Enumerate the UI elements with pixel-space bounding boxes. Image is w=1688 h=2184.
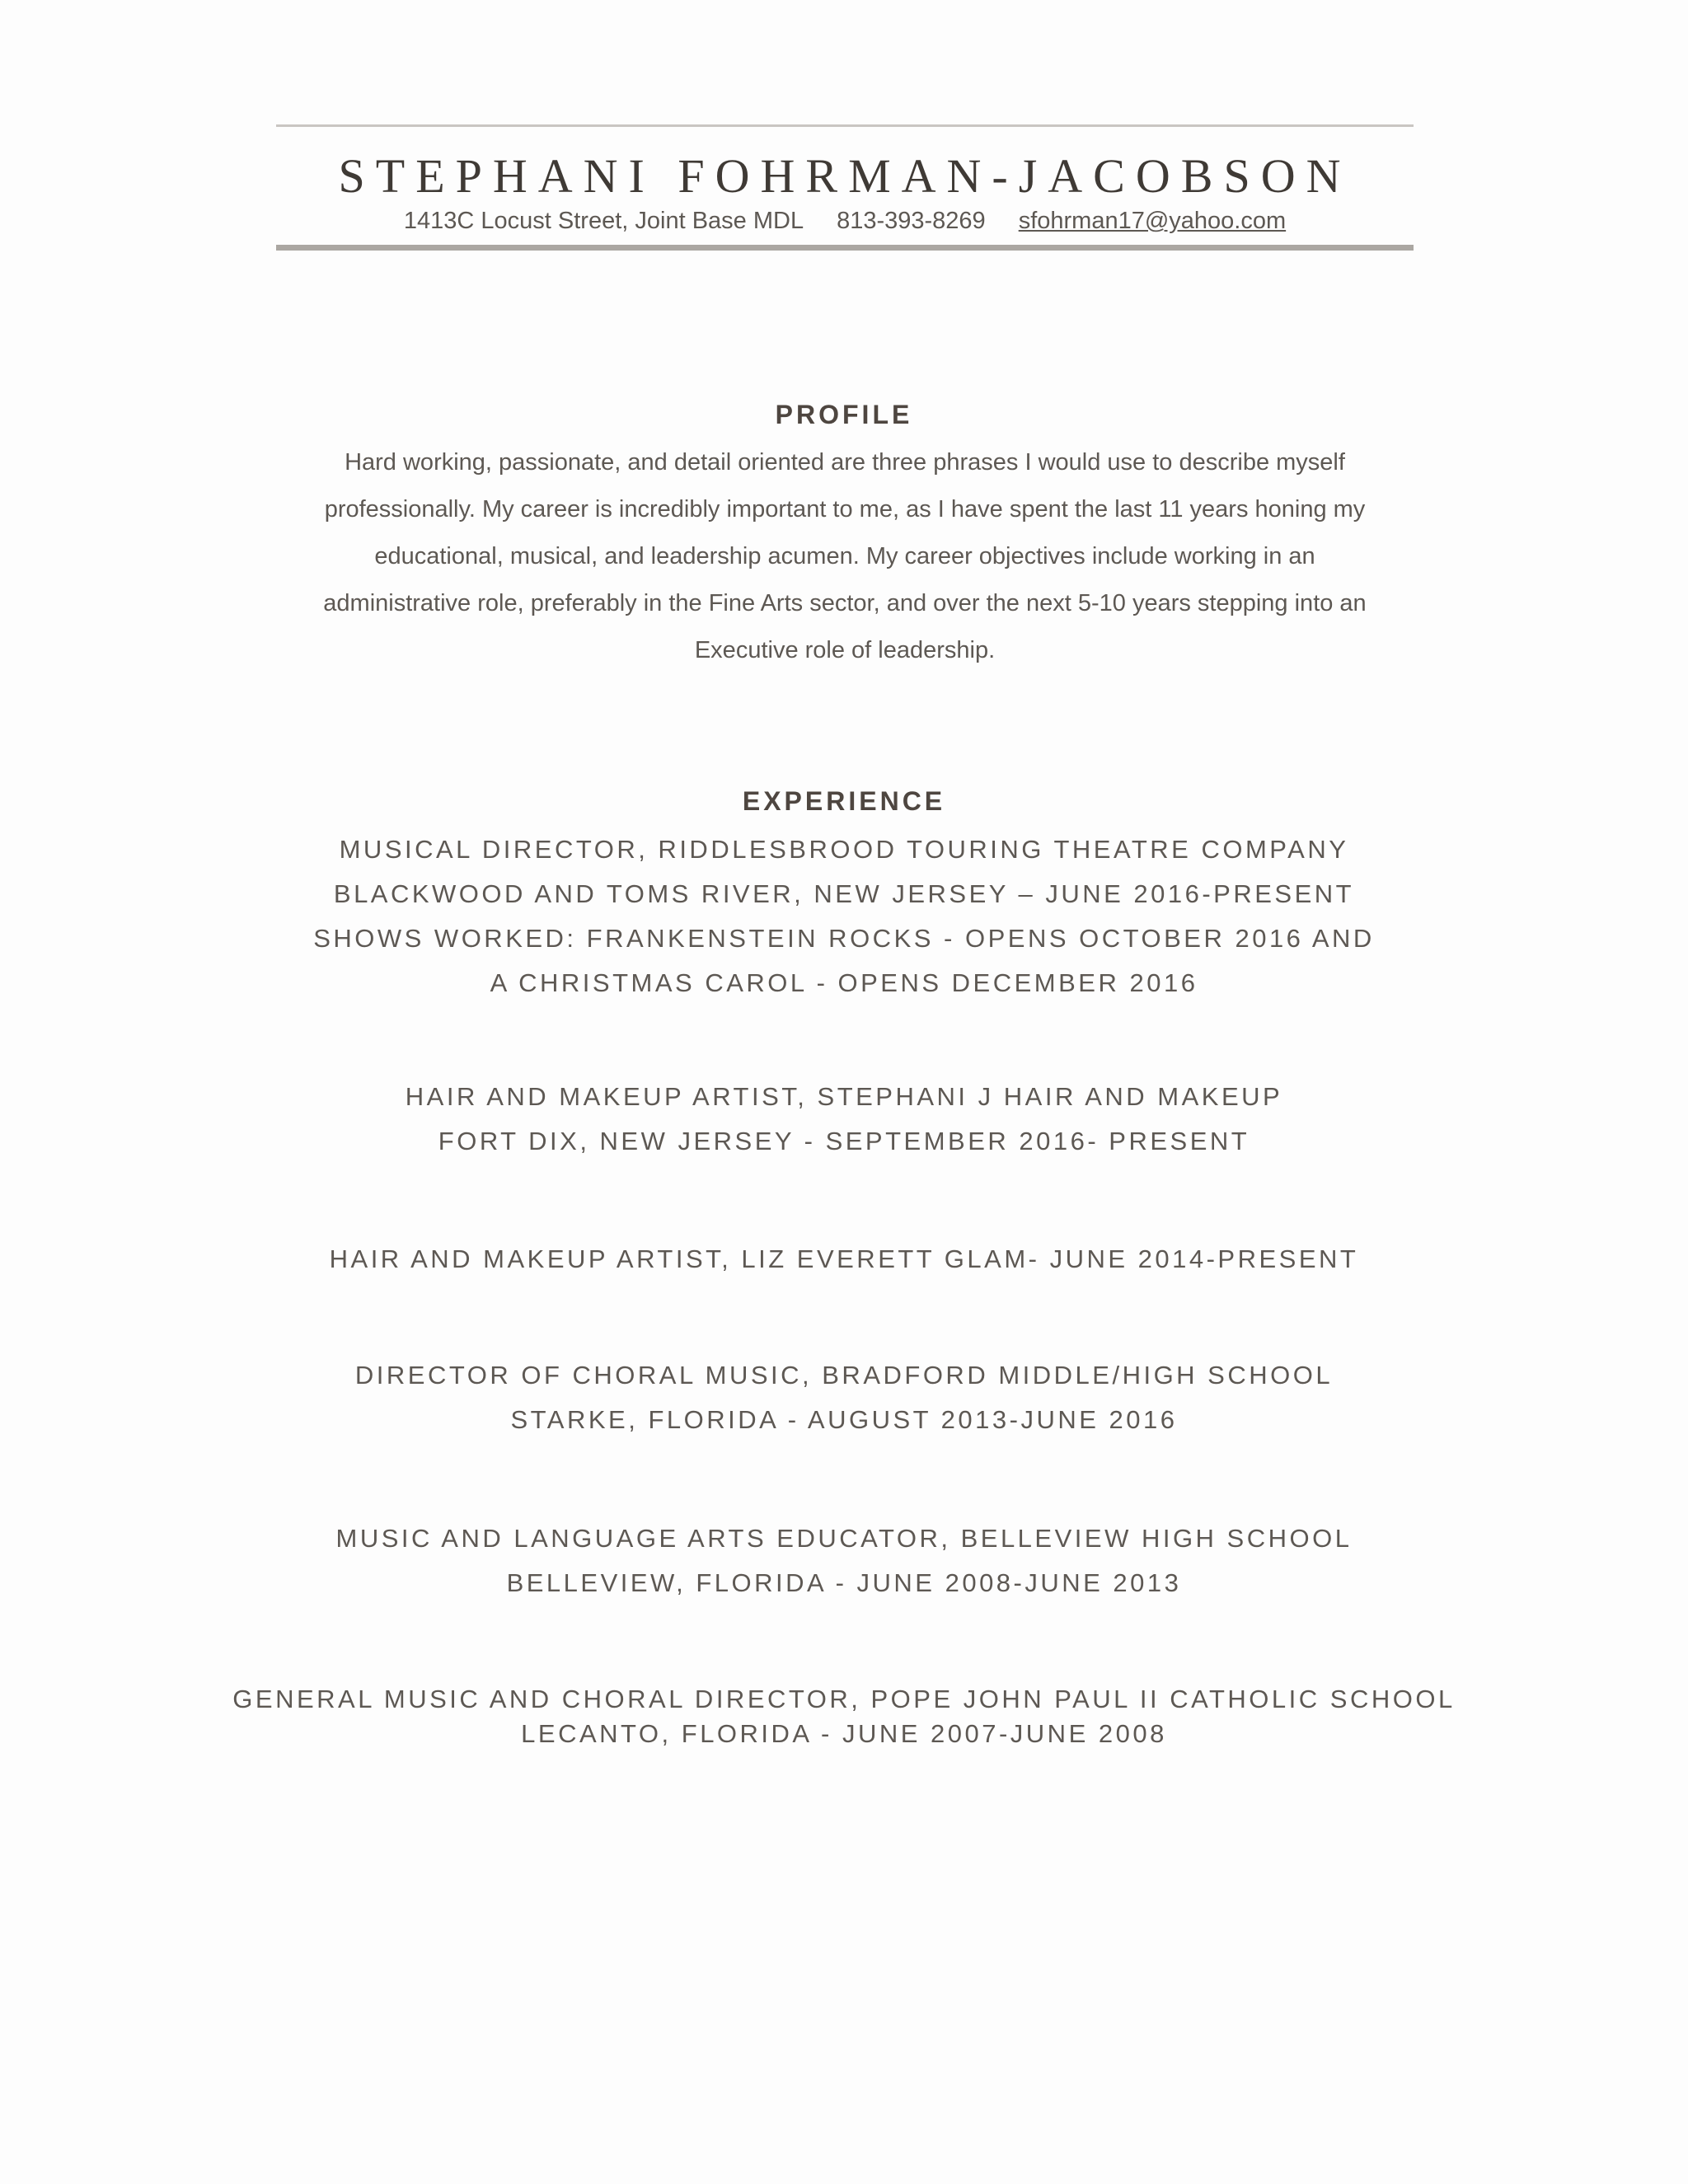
job-entry xyxy=(0,1353,1688,1442)
header-bottom-rule xyxy=(276,245,1414,251)
job-line: HAIR AND MAKEUP ARTIST, LIZ EVERETT GLAM- JUNE 2014-PRESENT xyxy=(329,1244,1359,1273)
job-line: MUSIC AND LANGUAGE ARTS EDUCATOR, BELLEVIEW HIGH SCHOOL xyxy=(335,1524,1353,1553)
phone-text: 813-393-8269 xyxy=(837,208,986,234)
job-entry xyxy=(0,1075,1688,1164)
job-entry xyxy=(0,1682,1688,1751)
address-text: 1413C Locust Street, Joint Base MDL xyxy=(403,208,804,234)
job-line: A CHRISTMAS CAROL - OPENS DECEMBER 2016 xyxy=(490,968,1198,997)
job-line: DIRECTOR OF CHORAL MUSIC, BRADFORD MIDDLE/HIGH SCHOOL xyxy=(354,1361,1334,1390)
job-line: FORT DIX, NEW JERSEY - SEPTEMBER 2016- PRESENT xyxy=(438,1127,1250,1155)
job-entry xyxy=(0,827,1688,1005)
profile-line: administrative role, preferably in the Fine Arts sector, and over the next 5-10 years stepping into an xyxy=(323,590,1367,616)
job-entry xyxy=(0,1237,1688,1282)
experience-heading: EXPERIENCE xyxy=(742,786,946,816)
resume-header xyxy=(276,124,1414,251)
profile-paragraph xyxy=(276,439,1414,674)
job-line: MUSICAL DIRECTOR, RIDDLESBROOD TOURING THEATRE COMPANY xyxy=(339,835,1349,864)
candidate-name: STEPHANI FOHRMAN-JACOBSON xyxy=(338,149,1352,203)
profile-line: Executive role of leadership. xyxy=(694,637,996,663)
contact-line xyxy=(276,205,1414,237)
profile-heading: PROFILE xyxy=(775,400,913,429)
job-entry xyxy=(0,1516,1688,1605)
job-line: GENERAL MUSIC AND CHORAL DIRECTOR, POPE JOHN PAUL II CATHOLIC SCHOOL xyxy=(232,1685,1456,1713)
job-line: LECANTO, FLORIDA - JUNE 2007-JUNE 2008 xyxy=(521,1719,1167,1748)
job-line: STARKE, FLORIDA - AUGUST 2013-JUNE 2016 xyxy=(510,1405,1178,1434)
profile-line: educational, musical, and leadership acumen. My career objectives include working in an xyxy=(374,543,1315,569)
job-line: BELLEVIEW, FLORIDA - JUNE 2008-JUNE 2013 xyxy=(506,1568,1182,1597)
profile-line: professionally. My career is incredibly important to me, as I have spent the last 11 years honing my xyxy=(324,496,1366,523)
job-line: SHOWS WORKED: FRANKENSTEIN ROCKS - OPENS OCTOBER 2016 AND xyxy=(313,924,1375,953)
job-line: HAIR AND MAKEUP ARTIST, STEPHANI J HAIR AND MAKEUP xyxy=(405,1082,1283,1111)
job-line: BLACKWOOD AND TOMS RIVER, NEW JERSEY – JUNE 2016-PRESENT xyxy=(333,879,1355,908)
profile-line: Hard working, passionate, and detail oriented are three phrases I would use to describe myself xyxy=(345,449,1345,476)
header-top-rule xyxy=(276,124,1414,127)
email-link[interactable]: sfohrman17@yahoo.com xyxy=(1018,208,1287,234)
